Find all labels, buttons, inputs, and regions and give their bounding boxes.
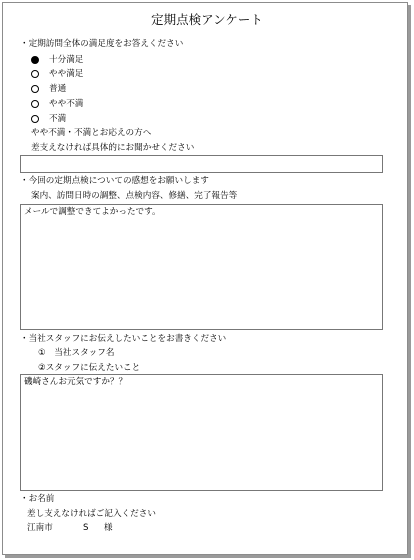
name-value[interactable]: S bbox=[83, 523, 89, 533]
followup-instruction: 差支えなければ具体的にお聞かせください bbox=[31, 143, 195, 153]
staff-message-answer-field[interactable] bbox=[20, 374, 383, 491]
impressions-answer-text: メールで調整できてよかったです。 bbox=[24, 207, 161, 217]
name-hint: 差し支えなければご記入ください bbox=[27, 509, 156, 519]
radio-option-3[interactable] bbox=[31, 85, 39, 93]
option-label-2: やや満足 bbox=[49, 69, 84, 79]
radio-option-5[interactable] bbox=[31, 115, 39, 123]
radio-option-2[interactable] bbox=[31, 70, 39, 78]
question-name-label: ・お名前 bbox=[20, 494, 55, 504]
impressions-hint: 案内、訪問日時の調整、点検内容、修繕、完了報告等 bbox=[31, 191, 238, 201]
dissatisfaction-answer-text bbox=[21, 156, 382, 160]
option-label-4: やや不満 bbox=[49, 99, 84, 109]
followup-note: やや不満・不満とお応えの方へ bbox=[31, 128, 152, 138]
radio-option-4[interactable] bbox=[31, 100, 39, 108]
staff-message-answer-text: 磯崎さんお元気ですか？？ bbox=[24, 377, 128, 387]
option-label-5: 不満 bbox=[49, 114, 67, 124]
option-label-3: 普通 bbox=[49, 84, 67, 94]
staff-name-label: ① 当社スタッフ名 bbox=[38, 348, 115, 358]
question-satisfaction-label: ・定期訪問全体の満足度をお答えください bbox=[20, 39, 184, 49]
option-label-1: 十分満足 bbox=[49, 55, 84, 65]
page-title: 定期点検アンケート bbox=[151, 12, 263, 27]
radio-option-1[interactable] bbox=[31, 56, 39, 64]
impressions-answer-field[interactable] bbox=[20, 204, 383, 330]
staff-message-label: ②スタッフに伝えたいこと bbox=[38, 363, 141, 373]
dissatisfaction-answer-field[interactable] bbox=[20, 155, 383, 173]
question-message-label: ・当社スタッフにお伝えしたいことをお書きください bbox=[20, 334, 227, 344]
name-city[interactable]: 江南市 bbox=[27, 523, 53, 533]
name-honorific: 様 bbox=[104, 523, 113, 533]
question-impressions-label: ・今回の定期点検についての感想をお願いします bbox=[20, 176, 209, 186]
